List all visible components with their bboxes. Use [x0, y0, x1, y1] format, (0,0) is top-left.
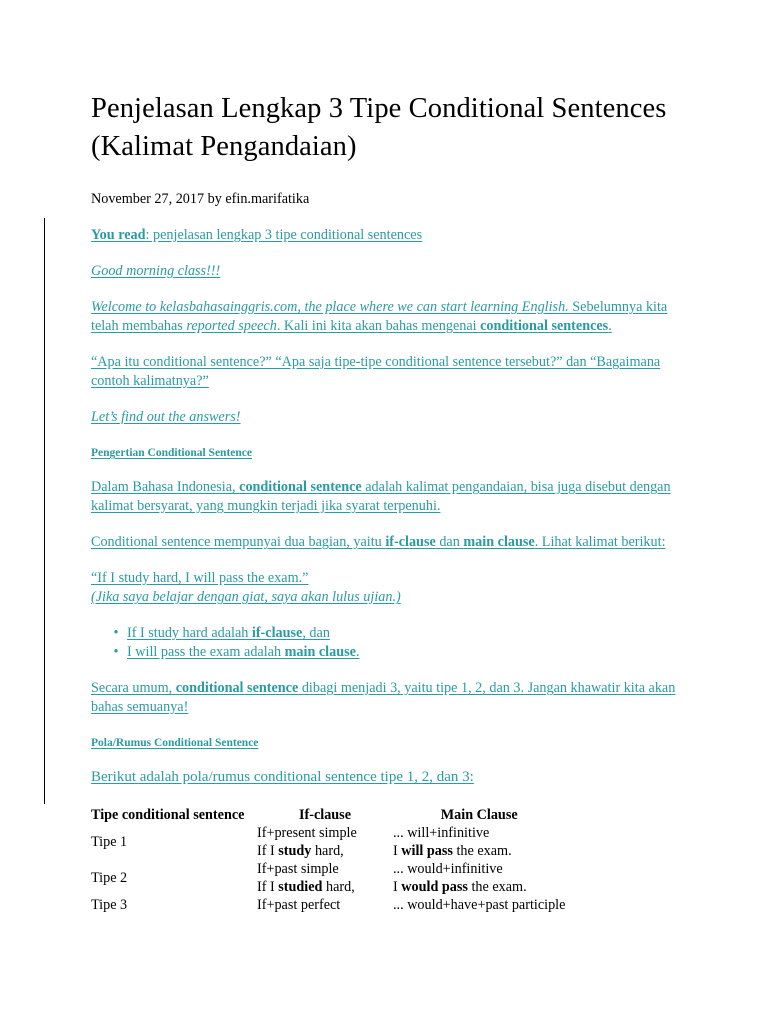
bullet-icon: •: [113, 644, 119, 660]
greeting[interactable]: Good morning class!!!: [91, 263, 221, 279]
example-sentence: “If I study hard, I will pass the exam.”: [91, 570, 309, 586]
you-read-text: : penjelasan lengkap 3 tipe conditional sentences: [145, 227, 423, 243]
table-cell: Tipe 3: [91, 897, 128, 913]
table-cell: If+past simple If I studied hard,: [257, 861, 355, 895]
parts-paragraph[interactable]: Conditional sentence mempunyai dua bagian, yaitu if-clause dan main clause. Lihat kalimat berikut:: [91, 534, 666, 550]
table-cell: ... would+infinitive I would pass the exam.: [393, 861, 527, 895]
table-header: Tipe conditional sentence: [91, 807, 245, 823]
table-row: [91, 824, 565, 860]
example-block[interactable]: [91, 569, 691, 607]
bullet-icon: •: [113, 625, 119, 641]
clause-bullet-list: [91, 624, 691, 662]
page-title: Penjelasan Lengkap 3 Tipe Conditional Sentences (Kalimat Pengandaian): [91, 93, 667, 162]
article-body: [91, 90, 691, 787]
you-read-label: You read: [91, 227, 146, 243]
table-cell: If+past perfect: [257, 897, 341, 913]
section-heading-pengertian[interactable]: Pengertian Conditional Sentence: [91, 447, 252, 459]
table-cell: Tipe 2: [91, 870, 128, 886]
section-heading-pola[interactable]: Pola/Rumus Conditional Sentence: [91, 737, 259, 749]
table-cell: Tipe 1: [91, 834, 128, 850]
summary-paragraph[interactable]: Secara umum, conditional sentence dibagi menjadi 3, yaitu tipe 1, 2, dan 3. Jangan khawatir kita akan bahas semuanya!: [91, 680, 676, 715]
you-read-line[interactable]: [91, 226, 691, 245]
table-header-row: [91, 806, 565, 824]
list-item[interactable]: • If I study hard adalah if-clause, dan: [91, 624, 691, 643]
table-row: [91, 860, 565, 896]
questions-paragraph[interactable]: “Apa itu conditional sentence?” “Apa saja tipe-tipe conditional sentence tersebut?” dan “Bagaimana contoh kalimatnya?”: [91, 354, 661, 389]
welcome-paragraph[interactable]: Welcome to kelasbahasainggris.com, the place where we can start learning English. Sebelumnya kita telah membahas reported speech. Kali ini kita akan bahas mengenai conditional sentences.: [91, 299, 668, 334]
example-translation: (Jika saya belajar dengan giat, saya akan lulus ujian.): [91, 589, 401, 605]
list-item[interactable]: • I will pass the exam adalah main clause.: [91, 643, 691, 662]
pattern-intro[interactable]: Berikut adalah pola/rumus conditional sentence tipe 1, 2, dan 3:: [91, 769, 474, 785]
table-cell: If+present simple If I study hard,: [257, 825, 357, 859]
table-header: If-clause: [298, 807, 351, 823]
table-header: Main Clause: [440, 807, 518, 823]
post-meta: November 27, 2017 by efin.marifatika: [91, 191, 310, 207]
conditional-table: [91, 806, 565, 914]
table-cell: ... would+have+past participle: [393, 897, 566, 913]
margin-change-bar: [44, 218, 45, 804]
find-out-line[interactable]: Let’s find out the answers!: [91, 409, 241, 425]
table-row: [91, 896, 565, 914]
table-cell: ... will+infinitive I will pass the exam.: [393, 825, 512, 859]
definition-paragraph[interactable]: Dalam Bahasa Indonesia, conditional sentence adalah kalimat pengandaian, bisa juga disebut dengan kalimat bersyarat, yang mungkin terjadi jika syarat terpenuhi.: [91, 479, 671, 514]
